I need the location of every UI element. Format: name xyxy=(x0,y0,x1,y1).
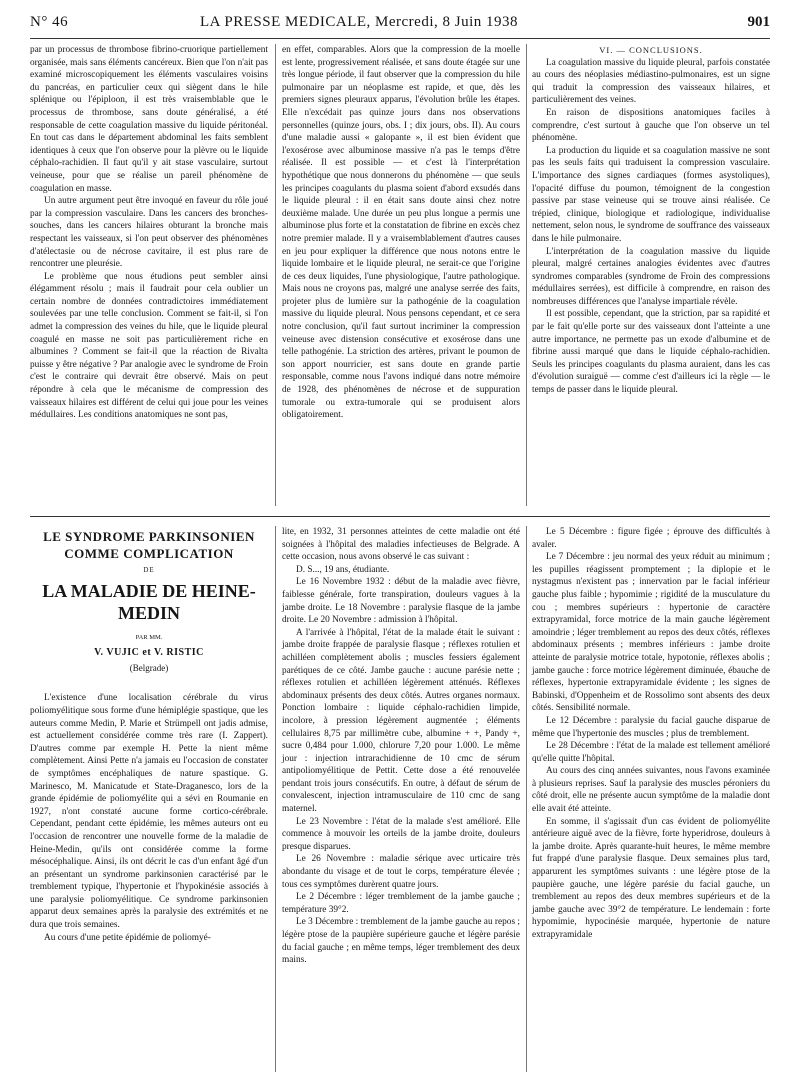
paragraph: Le 16 Novembre 1932 : début de la maladie avec fièvre, faiblesse générale, forte transpiration, douleurs vagues à la jambe droite. Le 18 Novembre : paralysie flasque de la jambe droite. Le 20 Novembre : admission à l'hôpital. xyxy=(282,577,520,626)
article-column-2 xyxy=(282,526,520,967)
paragraph: Le 23 Novembre : l'état de la malade s'est amélioré. Elle commence à mouvoir les orteils de la jambe droite, douleurs presque disparues. xyxy=(282,816,520,852)
paragraph: Au cours d'une petite épidémie de poliomyé- xyxy=(44,932,211,943)
header-rule xyxy=(30,38,770,39)
column-divider xyxy=(526,526,527,1072)
article-title-line-1: LE SYNDROME PARKINSONIEN xyxy=(43,529,255,544)
paragraph: La production du liquide et sa coagulation massive ne sont pas les seuls faits qui traduisent la compression vasculaire. L'importance des signes cardiaques (formes asystoliques), l'opacité diffuse du poumon, témoignent de la congestion passive par stase veineuse qui se trouve ainsi réalisée. Ce trépied, clinique, biologique et radiologique, individualise nettement, selon nous, le syndrome de souffrance des vaisseaux dans le hile pulmonaire. xyxy=(532,145,770,244)
byline-par: PAR MM. xyxy=(135,633,163,641)
paragraph: Le 26 Novembre : maladie sérique avec urticaire très abondante du visage et de tout le corps, température élevée ; tous ces symptômes durèrent quatre jours. xyxy=(282,854,520,890)
affiliation: (Belgrade) xyxy=(129,662,169,673)
paragraph: Le 3 Décembre : tremblement de la jambe gauche au repos ; légère ptose de la paupière supérieure gauche et légère parésie du facial gauche ; en même temps, léger tremblement des deux mains. xyxy=(282,917,520,966)
column-divider xyxy=(275,44,276,506)
top-column-3 xyxy=(532,44,770,397)
page-header xyxy=(30,12,770,36)
article-title-de: DE xyxy=(143,566,155,574)
authors: V. VUJIC et V. RISTIC xyxy=(94,647,204,659)
paragraph: Le 2 Décembre : léger tremblement de la jambe gauche ; température 39°2. xyxy=(282,892,520,915)
paragraph: lite, en 1932, 31 personnes atteintes de cette maladie ont été soignées à l'hôpital des maladies infectieuses de Belgrade. A cette occasion, nous avons observé le cas suivant : xyxy=(282,527,520,563)
paragraph: Le problème que nous étudions peut sembler ainsi élégamment résolu ; mais il faudrait pour cela oublier un certain nombre de données contradictoires immédiatement soulevées par une telle conclusion. Comment se fait-il, si l'on admet la compression des veines du hile, que le liquide pleural coagulé en masse ne soit pas particulièrement riche en albumines ? Comment se fait-il que la réaction de Rivalta puisse y être négative ? Par analogie avec le syndrome de Froin c'est le contraire qui devrait être observé. Mais on peut répondre à cela que le mécanisme de compression des vaisseaux hilaires est différent de celui qui joue pour les veines médullaires. Les conditions anatomiques ne sont pas, xyxy=(30,271,268,421)
paragraph: La coagulation massive du liquide pleural, parfois constatée au cours des néoplasies médiastino-pulmonaires, est un signe qui traduit la compression des vaisseaux hilaires, et particulièrement des veines. xyxy=(532,57,770,106)
paragraph: En raison de dispositions anatomiques faciles à comprendre, c'est surtout à gauche que l'on observe un tel phénomène. xyxy=(532,107,770,144)
paragraph: Un autre argument peut être invoqué en faveur du rôle joué par la compression vasculaire. Dans les cancers des bronches-souches, dans les cancers hilaires obturant la bronche mais respectant les vaisseaux, si l'on peut observer des phénomènes d'atélectasie ou de nécrose cavitaire, il est plus rare de rencontrer une pleurésie. xyxy=(30,196,268,270)
paragraph: L'existence d'une localisation cérébrale du virus poliomyélitique sous forme d'une hémiplégie spastique, que les auteurs comme Medin, P. Marie et Strümpell ont jadis admise, est actuellement considérée comme très rare (I. Zappert). D'autres comme par exemple H. Pette la nient même complètement. Ainsi Pette n'a jamais eu l'occasion de constater de symptômes encéphaliques de nature spastique. G. Marinesco, M. Manicatude et State-Draganesco, lors de la grande épidémie de poliomyélite qui a sévi en Roumanie en 1927, n'ont constaté aucune forme cortico-cérébrale. Cependant, pendant cette épidémie, les mêmes auteurs ont eu l'occasion de rencontrer une nouvelle forme de la maladie de Heine-Medin, qu'ils ont considérée comme la forme mésocéphalique. Ainsi, ils ont décrit le cas d'un enfant âgé d'un an présentant un syndrome parkinsonien caractérisé par le tremblement typique, l'hypertonie et l'hypokinésie associés à une paralysie poliomyélitique. Ce syndrome parkinsonien apparut deux semaines après la paralysie des extrémités et ne dura que trois semaines. xyxy=(30,693,268,931)
paragraph: Au cours des cinq années suivantes, nous l'avons examinée à plusieurs reprises. Sauf la paralysie des muscles péroniers du côté droit, elle ne présente aucun symptôme de la maladie dont elle avait été atteinte. xyxy=(532,766,770,815)
paragraph: Le 28 Décembre : l'état de la malade est tellement amélioré qu'elle quitte l'hôpital. xyxy=(532,741,770,764)
paragraph: A l'arrivée à l'hôpital, l'état de la malade était le suivant : jambe droite frappée de paralysie flasque ; réflexes rotulien et achilléen complètement abolis ; muscles fessiers également parétiques de ce côté. Jambe gauche : aucune parésie nette ; réflexes rotulien et achilléen légèrement atténués. Réflexes abdominaux présents des deux côtés. Autres organes normaux. Ponction lombaire : liquide céphalo-rachidien limpide, incolore, à pression légèrement augmentée ; éléments cellulaires 8,75 par millimètre cube, albumine + +, Pandy +, sucre 0,484 pour 1.000, chlorure 7,20 pour 1.000. Le même jour : injection intrarachidienne de 10 cmc de sérum antipoliomyélitique de Pettit. Cette dose a été renouvelée pendant trois jours consécutifs. En outre, à défaut de sérum de convalescent, injection intramusculaire de 110 cmc de sang maternel. xyxy=(282,627,520,815)
article-title-line-2: COMME COMPLICATION xyxy=(64,546,234,561)
paragraph: D. S..., 19 ans, étudiante. xyxy=(296,564,390,575)
column-divider xyxy=(526,44,527,506)
paragraph: Il est possible, cependant, que la striction, par sa rapidité et par le fait qu'elle porte sur des vaisseaux dont l'atteinte a une autre importance, ne permette pas un exode d'albumine et de fibrine aussi marqué que dans le liquide céphalo-rachidien. Seuls les principes coagulants du plasma auraient, dans les cas d'évolution suraiguë — comme c'est d'ailleurs ici la règle — le temps de passer dans le liquide pleural. xyxy=(532,309,770,396)
paragraph: par un processus de thrombose fibrino-cruorique partiellement organisée, mais sans éléments cancéreux. Bien que l'on n'ait pas examiné microscopiquement les éléments vasculaires voisins du pancréas, en particulier ceux qui siègent dans le hile splénique ou l'épiploon, il est très vraisemblable que le processus de thrombose, sans doute généralisé, a été responsable de cette coagulation massive du liquide péritonéal. En tout cas dans le département abdominal les faits semblent identiques à ceux que l'on observe pour la plèvre ou le liquide céphalo-rachidien. Il faut qu'il y ait stase vasculaire, surtout veineuse, pour que se réalise un pareil phénomène de coagulation en masse. xyxy=(30,45,268,194)
top-column-1 xyxy=(30,44,268,422)
paragraph: Le 7 Décembre : jeu normal des yeux réduit au minimum ; les pupilles réagissent promptement ; la diplopie et le nystagmus n'existent pas ; innervation par le facial inférieur gauche plus faible ; hypomimie ; rigidité de la musculature du cou ; membres supérieurs : hypertonie de caractère extrapyramidal, force motrice de la main gauche légèrement amoindrie ; léger tremblement au repos des deux côtés, réflexes abdominaux présents ; membres inférieurs : jambe droite atteinte de paralysie motrice totale, hypotonie, réflexes abolis ; jambe gauche : force motrice légèrement diminuée, ébauche de réflexes, hypertonie extrapyramidale évidente ; les signes de Babinski, d'Oppenheim et de Rossolimo sont absents des deux côtés. Sensibilité normale. xyxy=(532,552,770,714)
article-title-block xyxy=(30,528,268,674)
paragraph: Le 5 Décembre : figure figée ; éprouve des difficultés à avaler. xyxy=(532,527,770,550)
top-column-2 xyxy=(282,44,520,422)
section-rule xyxy=(30,516,770,517)
article-column-3 xyxy=(532,526,770,942)
section-heading: VI. — CONCLUSIONS. xyxy=(599,45,703,55)
article-column-1 xyxy=(30,528,268,944)
page-number: 901 xyxy=(747,14,770,30)
column-divider xyxy=(275,526,276,1072)
paragraph: L'interprétation de la coagulation massive du liquide pleural, malgré certaines analogies évidentes avec d'autres syndromes comparables (syndrome de Froin des compressions médullaires serrées), est difficile à comprendre, en raison des nombreuses différences que l'analyse impartiale révèle. xyxy=(532,246,770,307)
paragraph: Le 12 Décembre : paralysie du facial gauche disparue de même que l'hypertonie des muscles ; plus de tremblement. xyxy=(532,715,770,739)
paragraph: en effet, comparables. Alors que la compression de la moelle est lente, progressivement réalisée, et sans doute étagée sur une très longue période, il faut observer que la compression du hile pulmonaire par un néoplasme est rapide, et que, dès les premiers signes pleuraux apparus, l'évolution brûle les étapes. Elle n'excédait pas quinze jours dans nos observations personnelles (quinze jours, obs. I ; dix jours, obs. II). Au cours d'une maladie aussi « galopante », il est bien évident que l'exosérose avec albuminose massive n'a pas le temps d'être réalisée. Il est possible — et c'est là l'interprétation hypothétique que nous donnerons du phénomène — que seuls les principes coagulants du plasma soient d'abord exsudés dans le liquide pleural : il en était sans doute ainsi chez notre deuxième malade. Une durée un peu plus longue a permis une albuminose plus forte et la constatation de fibrine en excès chez notre premier malade. Il y a vraisemblablement d'autres causes en jeu pour expliquer la différence que nous notons entre le liquide lombaire et le liquide pleural, ne serait-ce que l'origine de ces deux liquides, l'une physiologique, l'autre pathologique. Mais nous ne croyons pas, malgré une analyse serrée des faits, projeter plus de lumière sur la pathogénie de la coagulation massive du liquide pleural. Nous pensons cependant, et ce sera notre conclusion, qu'il faut surtout incriminer la compression veineuse avec distension consécutive et exosérose dans une telle pathogénie. La striction des artères, privant le poumon de son apport nourricier, est sans doute en grande partie responsable, comme nous l'avons indiqué dans notre mémoire de 1928, des phénomènes de nécrose et de suppuration tumorale ou extra-tumorale qui se produisent alors obligatoirement. xyxy=(282,45,520,421)
issue-number: N° 46 xyxy=(30,14,69,30)
paragraph: En somme, il s'agissait d'un cas évident de poliomyélite antérieure aiguë avec de la fièvre, forte hyperidrose, douleurs à la jambe droite. Après quarante-huit heures, le même membre fut frappé d'une paralysie flasque. Deux semaines plus tard, apparurent les symptômes suivants : une légère ptose de la paupière gauche, une légère parésie du facial gauche, un tremblement au repos des deux membres supérieurs et de la jambe gauche avec 39°2 de température. Le lendemain : forte hypomimie, hypocinésie marquée, hypertonie de nature extrapyramidale xyxy=(532,816,770,940)
journal-title-date: LA PRESSE MEDICALE, Mercredi, 8 Juin 1938 xyxy=(200,14,518,30)
article-title-main: LA MALADIE DE HEINE-MEDIN xyxy=(42,580,256,623)
